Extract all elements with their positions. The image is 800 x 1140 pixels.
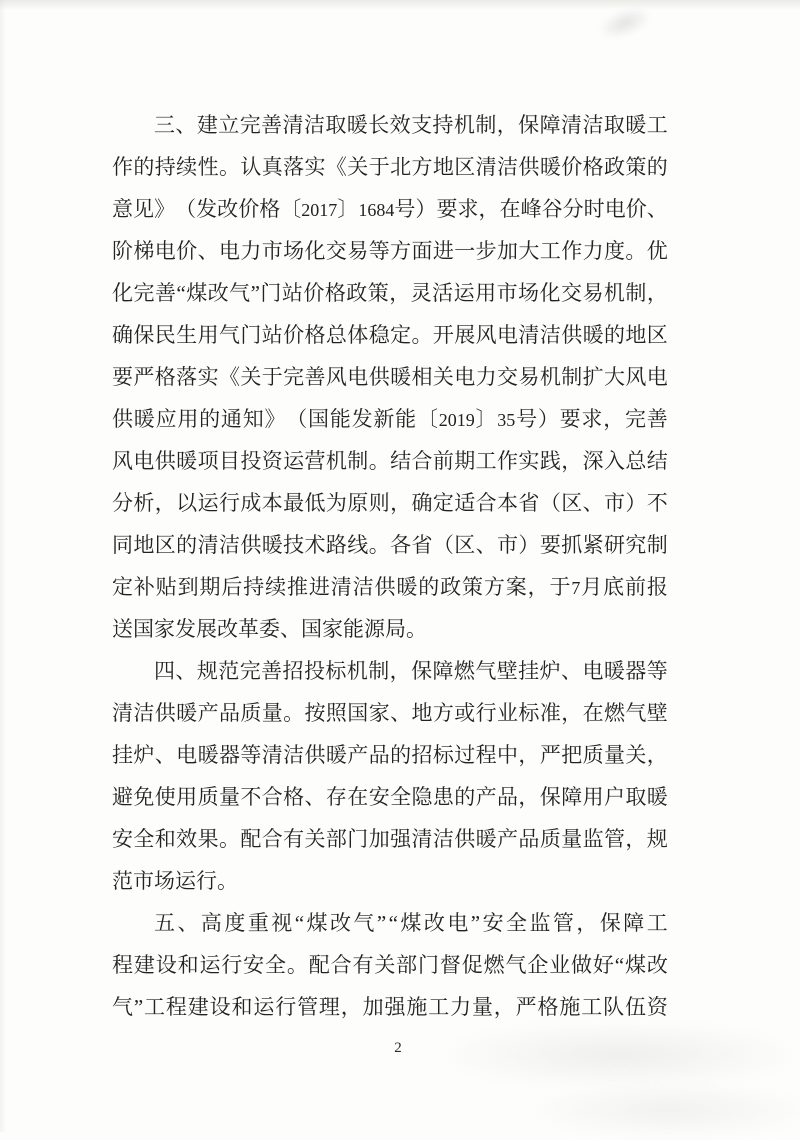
text-line: 气 ” 工 程 建 设 和 运 行 管 理 ， 加 强 施 工 力 量 ， 严 格 施 工 队 伍 资 (112, 995, 668, 1019)
scan-artifact-top-edge (0, 0, 800, 10)
text-line: 程 建 设 和 运 行 安 全 。 配 合 有 关 部 门 督 促 燃 气 企 业 做 好 “ 煤 改 (112, 953, 668, 977)
paragraph-4-bidding-quality (112, 648, 668, 900)
text-line: 供 暖 应 用 的 通 知 》 （ 国 能 发 新 能 〔 2019 〕 35 号 ） 要 求 ， 完 善 (112, 407, 668, 431)
text-line: 五 、 高 度 重 视 “ 煤 改 气 ” “ 煤 改 电 ” 安 全 监 管 ， 保 障 工 (154, 911, 668, 935)
text-line: 意 见 》 （ 发 改 价 格 〔 2017 〕 1684 号 ） 要 求 ， 在 峰 谷 分 时 电 价 、 (112, 197, 668, 221)
text-line: 避 免 使 用 质 量 不 合 格 、 存 在 安 全 隐 患 的 产 品 ， 保 障 用 户 取 暖 (112, 785, 668, 809)
text-line: 挂 炉 、 电 暖 器 等 清 洁 供 暖 产 品 的 招 标 过 程 中 ， 严 把 质 量 关 ， (112, 743, 668, 767)
text-line: 定 补 贴 到 期 后 持 续 推 进 清 洁 供 暖 的 政 策 方 案 ， 于 7 月 底 前 报 (112, 575, 668, 599)
text-line: 范 市 场 运 行 。 (112, 869, 238, 893)
paragraph-5-safety-supervision (112, 900, 668, 1026)
text-line: 风 电 供 暖 项 目 投 资 运 营 机 制 。 结 合 前 期 工 作 实 践 ， 深 入 总 结 (112, 449, 668, 473)
scan-artifact-smudge (592, 0, 659, 47)
text-line: 四 、 规 范 完 善 招 投 标 机 制 ， 保 障 燃 气 壁 挂 炉 、 电 暖 器 等 (154, 659, 668, 683)
page-number: 2 (394, 1040, 402, 1056)
text-line: 安 全 和 效 果 。 配 合 有 关 部 门 加 强 清 洁 供 暖 产 品 质 量 监 管 ， 规 (112, 827, 668, 851)
text-line: 要 严 格 落 实 《 关 于 完 善 风 电 供 暖 相 关 电 力 交 易 机 制 扩 大 风 电 (112, 365, 668, 389)
text-line: 确 保 民 生 用 气 门 站 价 格 总 体 稳 定 。 开 展 风 电 清 洁 供 暖 的 地 区 (112, 323, 668, 347)
text-line: 化 完 善 “ 煤 改 气 ” 门 站 价 格 政 策 ， 灵 活 运 用 市 场 化 交 易 机 制 ， (112, 281, 668, 305)
document-body (112, 102, 668, 1026)
text-line: 阶 梯 电 价 、 电 力 市 场 化 交 易 等 方 面 进 一 步 加 大 工 作 力 度 。 优 (112, 239, 668, 263)
text-line: 送 国 家 发 展 改 革 委 、 国 家 能 源 局 。 (112, 617, 427, 641)
scan-artifact-smudge (520, 1080, 800, 1140)
text-line: 分 析 ， 以 运 行 成 本 最 低 为 原 则 ， 确 定 适 合 本 省 （ 区 、 市 ） 不 (112, 491, 668, 515)
text-line: 清 洁 供 暖 产 品 质 量 。 按 照 国 家 、 地 方 或 行 业 标 准 ， 在 燃 气 壁 (112, 701, 668, 725)
text-line: 作 的 持 续 性 。 认 真 落 实 《 关 于 北 方 地 区 清 洁 供 暖 价 格 政 策 的 (112, 155, 668, 179)
text-line: 三 、 建 立 完 善 清 洁 取 暖 长 效 支 持 机 制 ， 保 障 清 洁 取 暖 工 (154, 113, 668, 137)
scan-artifact-left-edge (0, 0, 6, 1132)
text-line: 同 地 区 的 清 洁 供 暖 技 术 路 线 。 各 省 （ 区 、 市 ） 要 抓 紧 研 究 制 (112, 533, 668, 557)
paragraph-3-clean-heating-support (112, 102, 668, 648)
